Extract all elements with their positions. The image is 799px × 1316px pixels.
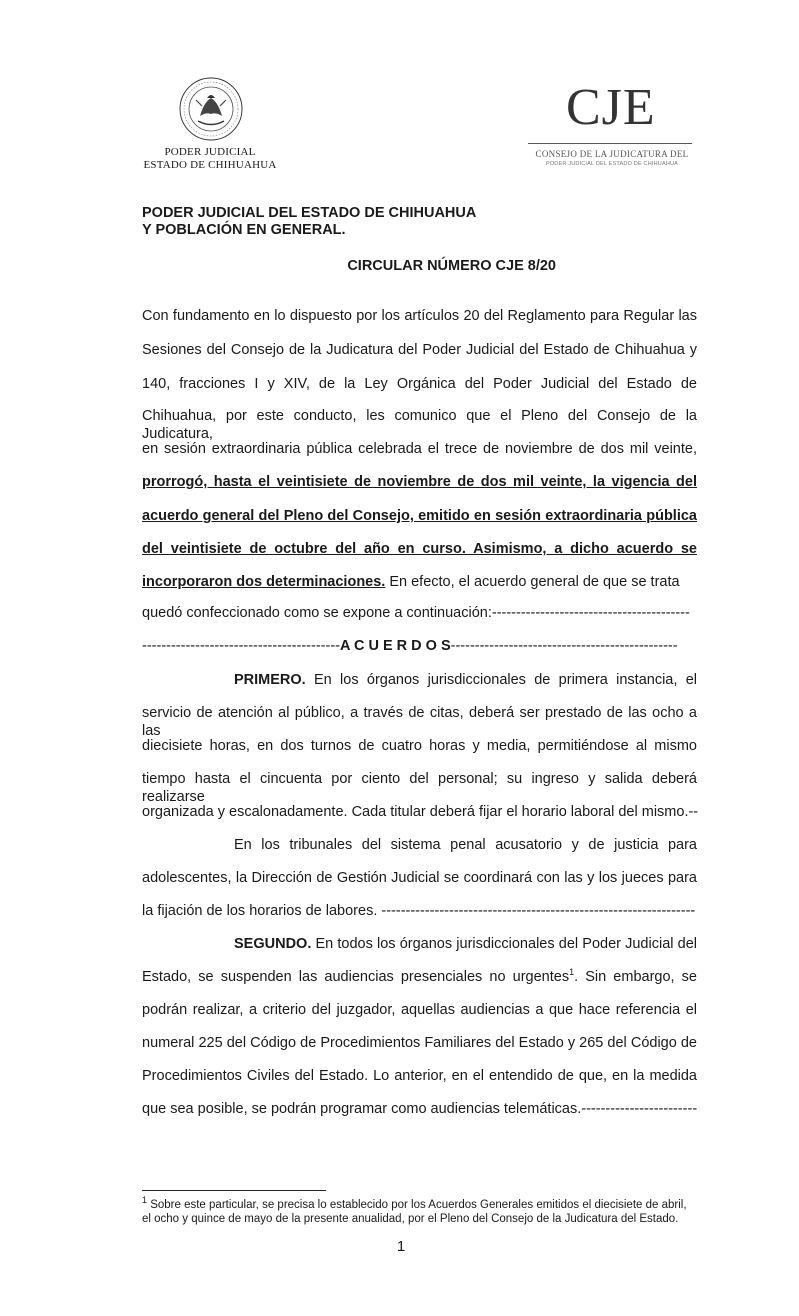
- intro-line-emphasis: acuerdo general del Pleno del Consejo, emitido en sesión extraordinaria pública: [142, 508, 697, 524]
- segundo-line: [142, 968, 697, 986]
- cje-logo-name: CONSEJO DE LA JUDICATURA DEL: [535, 149, 689, 159]
- mexican-coat-of-arms-seal: [178, 76, 244, 142]
- intro-line: Chihuahua, por este conducto, les comunico que el Pleno del Consejo de la Judicatura,: [142, 408, 697, 442]
- intro-emphasis: incorporaron dos determinaciones.: [142, 574, 386, 590]
- footnote: [142, 1195, 697, 1226]
- intro-line: [142, 573, 697, 591]
- footnote-divider: [142, 1190, 326, 1191]
- footnote-ref[interactable]: 1: [569, 967, 575, 978]
- acuerdos-heading: [142, 637, 697, 655]
- addressee-line1: PODER JUDICIAL DEL ESTADO DE CHIHUAHUA: [142, 205, 477, 221]
- addressee-line2: Y POBLACIÓN EN GENERAL.: [142, 222, 346, 238]
- seal-caption-line1: PODER JUDICIAL: [164, 146, 256, 158]
- primero-text: En los órganos jurisdiccionales de primera instancia, el: [305, 672, 697, 688]
- segundo-line: numeral 225 del Código de Procedimientos Familiares del Estado y 265 del Código de: [142, 1035, 697, 1051]
- cje-logo-rule: [528, 143, 692, 144]
- footnote-marker: 1: [142, 1195, 148, 1206]
- acuerdos-dashes-left: -----------------------------------------: [142, 638, 340, 654]
- primero-line: diecisiete horas, en dos turnos de cuatro horas y media, permitiéndose al mismo: [142, 738, 697, 754]
- intro-line: 140, fracciones I y XIV, de la Ley Orgánica del Poder Judicial del Estado de: [142, 376, 697, 392]
- segundo-text: En todos los órganos jurisdiccionales del Poder Judicial del: [311, 936, 697, 952]
- intro-line-emphasis: del veintisiete de octubre del año en curso. Asimismo, a dicho acuerdo se: [142, 541, 697, 557]
- segundo-line: que sea posible, se podrán programar como audiencias telemáticas.------------------------: [142, 1101, 698, 1117]
- primero-label: PRIMERO.: [234, 672, 306, 688]
- seal-caption: [130, 146, 290, 172]
- intro-text: En efecto, el acuerdo general de que se trata: [385, 574, 680, 590]
- eagle-seal-icon: [178, 76, 244, 142]
- acuerdos-label: A C U E R D O S: [339, 638, 451, 654]
- footnote-line: el ocho y quince de mayo de la presente anualidad, por el Pleno del Consejo de la Judicatura del Estado.: [142, 1213, 679, 1225]
- primero-line: En los tribunales del sistema penal acusatorio y de justicia para: [234, 837, 697, 853]
- intro-line: quedó confeccionado como se expone a continuación:-----------------------------------------: [142, 605, 690, 621]
- primero-line: organizada y escalonadamente. Cada titular deberá fijar el horario laboral del mismo.--: [142, 804, 699, 820]
- seal-caption-line2: ESTADO DE CHIHUAHUA: [143, 159, 277, 171]
- segundo-line: Procedimientos Civiles del Estado. Lo anterior, en el entendido de que, en la medida: [142, 1068, 697, 1084]
- footnote-text: Sobre este particular, se precisa lo establecido por los Acuerdos Generales emitidos el diecisiete de abril,: [147, 1199, 687, 1211]
- segundo-line: [142, 935, 697, 953]
- cje-logo-subname: PODER JUDICIAL DEL ESTADO DE CHIHUAHUA: [545, 161, 679, 167]
- primero-line: adolescentes, la Dirección de Gestión Judicial se coordinará con las y los jueces para: [142, 870, 697, 886]
- intro-line: Sesiones del Consejo de la Judicatura del Poder Judicial del Estado de Chihuahua y: [142, 342, 697, 358]
- intro-line: Con fundamento en lo dispuesto por los artículos 20 del Reglamento para Regular las: [142, 308, 697, 324]
- cje-logo: CJE: [566, 79, 656, 136]
- intro-line-emphasis: prorrogó, hasta el veintisiete de noviembre de dos mil veinte, la vigencia del: [142, 474, 697, 490]
- footnote-line: [142, 1195, 697, 1212]
- primero-line: servicio de atención al público, a través de citas, deberá ser prestado de las ocho a las: [142, 705, 697, 739]
- page-number: 1: [396, 1238, 406, 1255]
- primero-line: tiempo hasta el cincuenta por ciento del personal; su ingreso y salida deberá realizarse: [142, 771, 697, 805]
- primero-line: la fijación de los horarios de labores. -----------------------------------------------------------------: [142, 903, 696, 919]
- segundo-label: SEGUNDO.: [234, 936, 312, 952]
- circular-title: CIRCULAR NÚMERO CJE 8/20: [347, 258, 556, 274]
- intro-line: en sesión extraordinaria pública celebrada el trece de noviembre de dos mil veinte,: [142, 441, 697, 457]
- segundo-text: . Sin embargo, se: [574, 969, 697, 985]
- acuerdos-dashes-right: -----------------------------------------------: [450, 638, 678, 654]
- segundo-line: podrán realizar, a criterio del juzgador, aquellas audiencias a que hace referencia el: [142, 1002, 697, 1018]
- addressee: [142, 205, 476, 239]
- primero-line: [142, 671, 697, 689]
- segundo-text: Estado, se suspenden las audiencias presenciales no urgentes: [142, 969, 570, 985]
